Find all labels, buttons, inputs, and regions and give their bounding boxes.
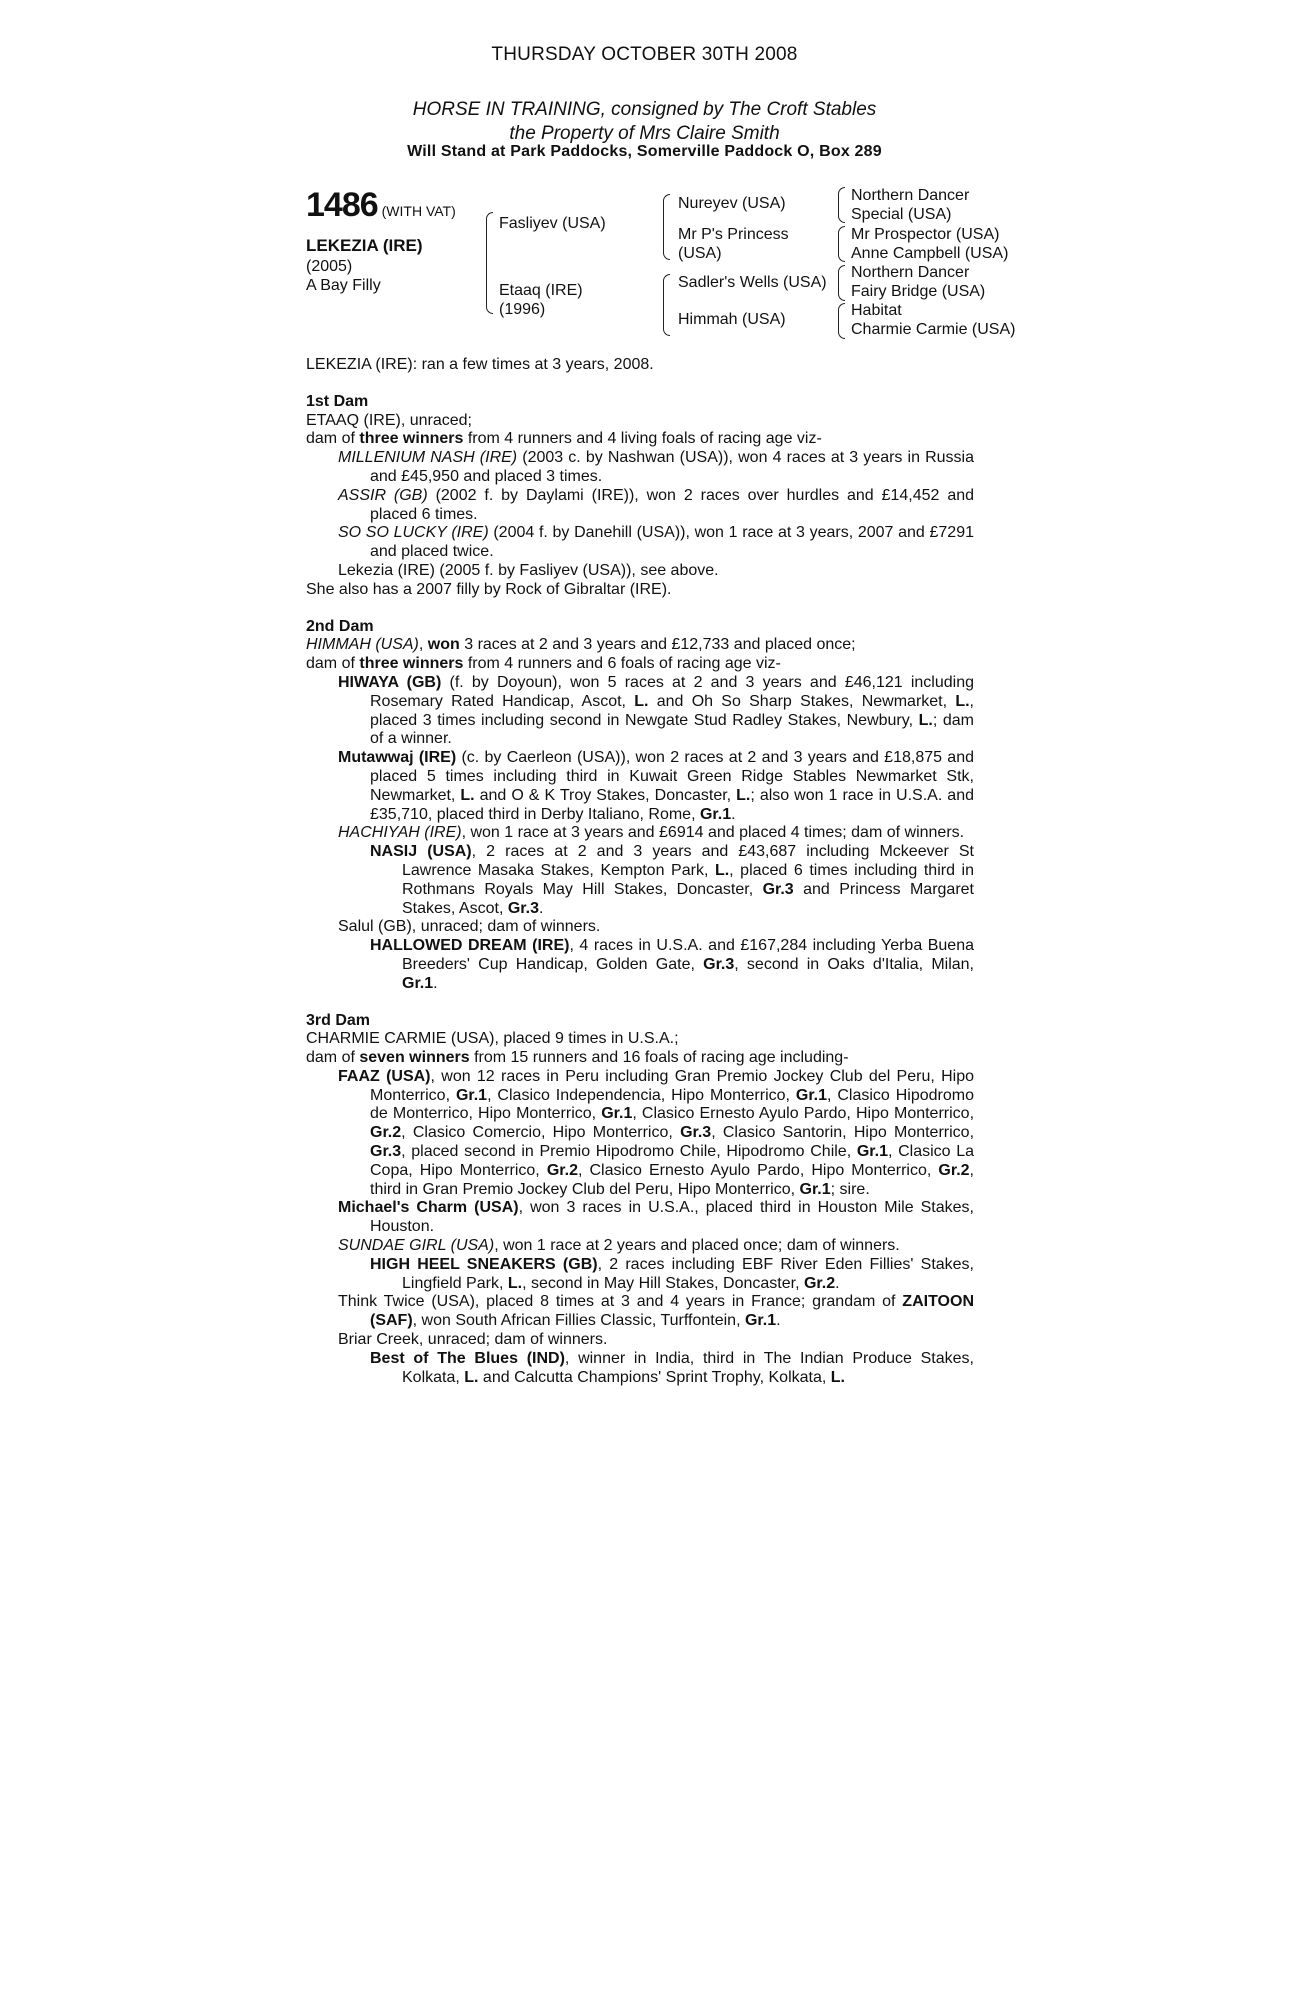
third-dam-produce-summary: dam of seven winners from 15 runners and 16 foals of racing age including-	[306, 1049, 849, 1067]
pedigree-brace-2a	[663, 194, 670, 260]
pedigree-sd-dam: Anne Campbell (USA)	[851, 245, 1009, 262]
first-dam-produce-summary: dam of three winners from 4 runners and 4 living foals of racing age viz-	[306, 430, 822, 448]
produce-entry: Michael's Charm (USA), won 3 races in U.S.A., placed third in Houston Mile Stakes, Houston.	[338, 1199, 974, 1236]
pedigree-dam-name: Etaaq (IRE)	[499, 282, 583, 299]
second-dam-heading: 2nd Dam	[306, 617, 374, 635]
pedigree-sire-dam-name: Mr P's Princess	[678, 226, 789, 243]
produce-entry: HACHIYAH (IRE), won 1 race at 3 years and £6914 and placed 4 times; dam of winners.	[338, 824, 965, 842]
pedigree-brace-3a	[838, 187, 845, 223]
produce-entry: FAAZ (USA), won 12 races in Peru including Gran Premio Jockey Club del Peru, Hipo Monterrico, Gr.1, Clasico Independencia, Hipo Monterrico, Gr.1, Clasico Hipodromo de Monterrico, Hipo Monterrico, Gr.1, Clasico Ernesto Ayulo Pardo, Hipo Monterrico, Gr.2, Clasico Comercio, Hipo Monterrico, Gr.3, Clasico Santorin, Hipo Monterrico, Gr.3, placed second in Premio Hipodromo Chile, Hipodromo Chile, Gr.1, Clasico La Copa, Hipo Monterrico, Gr.2, Clasico Ernesto Ayulo Pardo, Hipo Monterrico, Gr.2, third in Gran Premio Jockey Club del Peru, Hipo Monterrico, Gr.1; sire.	[338, 1067, 975, 1198]
pedigree-dam	[499, 281, 583, 319]
pedigree-dd-dam: Charmie Carmie (USA)	[851, 321, 1016, 338]
pedigree-dam-year: (1996)	[499, 301, 546, 318]
race-summary: LEKEZIA (IRE): ran a few times at 3 years, 2008.	[306, 356, 654, 373]
consignment-info	[0, 98, 1289, 146]
horse-year: (2005)	[306, 258, 353, 275]
third-dam-heading: 3rd Dam	[306, 1011, 371, 1029]
produce-entry: HIWAYA (GB) (f. by Doyoun), won 5 races at 2 and 3 years and £46,121 including Rosemary Rated Handicap, Ascot, L. and Oh So Sharp Stakes, Newmarket, L., placed 3 times including second in Newgate Stud Radley Stakes, Newbury, L.; dam of a winner.	[338, 673, 975, 748]
sale-date: THURSDAY OCTOBER 30TH 2008	[491, 44, 798, 65]
grand-produce-entry: NASIJ (USA), 2 races at 2 and 3 years and £43,687 including Mckeever St Lawrence Masaka Stakes, Kempton Park, L., placed 6 times including third in Rothmans Royals May Hill Stakes, Doncaster, Gr.3 and Princess Margaret Stakes, Ascot, Gr.3.	[370, 843, 974, 917]
pedigree-ds-dam: Fairy Bridge (USA)	[851, 283, 986, 300]
catalogue-body	[306, 356, 974, 1387]
pedigree-brace-3b	[838, 226, 845, 262]
lot-number: 1486	[306, 186, 378, 224]
produce-entry: Briar Creek, unraced; dam of winners.	[338, 1331, 608, 1349]
pedigree-sire: Fasliyev (USA)	[499, 215, 606, 232]
pedigree-ss-dam: Special (USA)	[851, 206, 952, 223]
first-dam-intro: ETAAQ (IRE), unraced;	[306, 411, 472, 429]
produce-entry: SUNDAE GIRL (USA), won 1 race at 2 years and placed once; dam of winners.	[338, 1237, 900, 1255]
pedigree-brace-3d	[838, 303, 845, 339]
pedigree-ds-sire: Northern Dancer	[851, 264, 970, 281]
grand-produce-entry: HIGH HEEL SNEAKERS (GB), 2 races including EBF River Eden Fillies' Stakes, Lingfield Park, L., second in May Hill Stakes, Doncaster, Gr.2.	[370, 1255, 975, 1292]
pedigree-brace-1	[486, 212, 493, 314]
produce-entry: ASSIR (GB) (2002 f. by Daylami (IRE)), won 2 races over hurdles and £14,452 and placed 6 times.	[338, 486, 975, 523]
produce-entry: Lekezia (IRE) (2005 f. by Fasliyev (USA)), see above.	[338, 561, 719, 579]
second-dam-produce-summary: dam of three winners from 4 runners and 6 foals of racing age viz-	[306, 655, 781, 673]
pedigree-dd-sire: Habitat	[851, 302, 902, 319]
third-dam-intro: CHARMIE CARMIE (USA), placed 9 times in U.S.A.;	[306, 1030, 679, 1048]
first-dam-note: She also has a 2007 filly by Rock of Gibraltar (IRE).	[306, 580, 672, 598]
produce-entry: SO SO LUCKY (IRE) (2004 f. by Danehill (USA)), won 1 race at 3 years, 2007 and £7291 and placed twice.	[338, 524, 974, 561]
grand-produce-entry: Best of The Blues (IND), winner in India, third in The Indian Produce Stakes, Kolkata, L. and Calcutta Champions' Sprint Trophy, Kolkata, L.	[370, 1349, 974, 1386]
pedigree-dam-dam: Himmah (USA)	[678, 311, 786, 328]
horse-info	[306, 236, 422, 295]
pedigree-brace-2b	[663, 274, 670, 336]
pedigree-sire-sire: Nureyev (USA)	[678, 195, 786, 212]
horse-description: A Bay Filly	[306, 277, 381, 294]
pedigree-ss-sire: Northern Dancer	[851, 187, 970, 204]
grand-produce-entry: HALLOWED DREAM (IRE), 4 races in U.S.A. and £167,284 including Yerba Buena Breeders' Cup Handicap, Golden Gate, Gr.3, second in Oaks d'Italia, Milan, Gr.1.	[370, 937, 975, 992]
second-dam-intro: HIMMAH (USA), won 3 races at 2 and 3 years and £12,733 and placed once;	[306, 636, 856, 654]
horse-name: LEKEZIA (IRE)	[306, 236, 423, 255]
lot-number-block	[306, 186, 456, 225]
first-dam-heading: 1st Dam	[306, 392, 369, 410]
pedigree-sire-dam	[678, 225, 789, 263]
pedigree-sire-dam-country: (USA)	[678, 245, 722, 262]
produce-entry: MILLENIUM NASH (IRE) (2003 c. by Nashwan (USA)), won 4 races at 3 years in Russia and £45,950 and placed 3 times.	[338, 449, 975, 485]
produce-entry: Salul (GB), unraced; dam of winners.	[338, 918, 601, 936]
consignor-line: HORSE IN TRAINING, consigned by The Croft Stables	[412, 99, 877, 120]
stand-location: Will Stand at Park Paddocks, Somerville Paddock O, Box 289	[407, 143, 882, 160]
vat-note: (WITH VAT)	[381, 203, 456, 219]
pedigree-sd-sire: Mr Prospector (USA)	[851, 226, 1000, 243]
produce-entry: Mutawwaj (IRE) (c. by Caerleon (USA)), won 2 races at 2 and 3 years and £18,875 and placed 5 times including third in Kuwait Green Ridge Stables Newmarket Stk, Newmarket, L. and O & K Troy Stakes, Doncaster, L.; also won 1 race in U.S.A. and £35,710, placed third in Derby Italiano, Rome, Gr.1.	[338, 749, 975, 823]
pedigree-dam-sire: Sadler's Wells (USA)	[678, 274, 827, 291]
produce-entry: Think Twice (USA), placed 8 times at 3 and 4 years in France; grandam of ZAITOON (SAF), won South African Fillies Classic, Turffontein, Gr.1.	[338, 1293, 974, 1330]
property-line: the Property of Mrs Claire Smith	[509, 123, 780, 144]
pedigree-brace-3c	[838, 265, 845, 301]
